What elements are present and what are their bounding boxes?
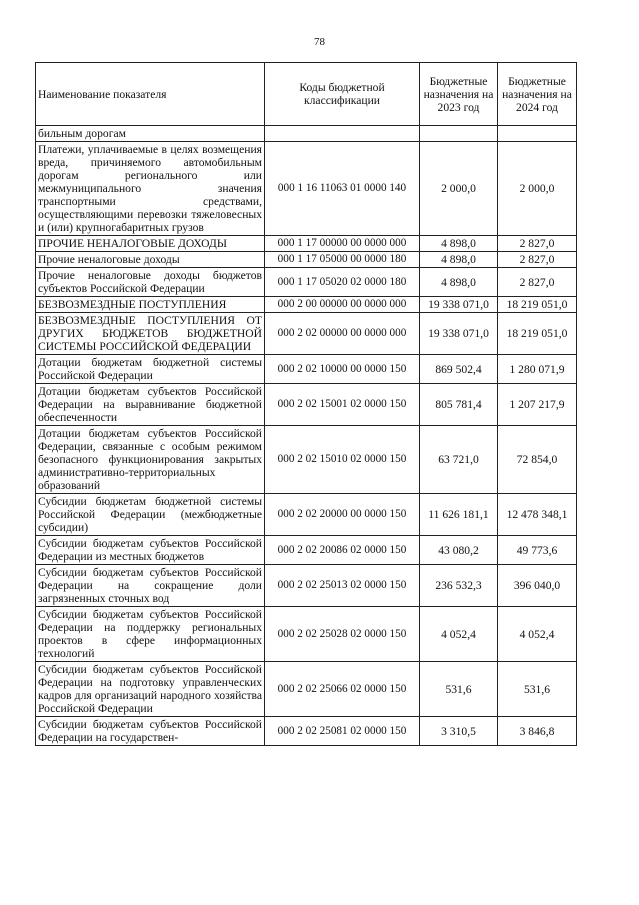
- row-code-cell: 000 1 17 00000 00 0000 000: [265, 236, 420, 252]
- row-2024-cell: 4 052,4: [498, 607, 577, 662]
- row-code-cell: 000 1 16 11063 01 0000 140: [265, 142, 420, 236]
- row-2023-cell: 11 626 181,1: [420, 494, 498, 536]
- header-name: Наименование показателя: [36, 63, 265, 126]
- budget-table: [35, 62, 577, 746]
- row-2023-cell: [420, 126, 498, 142]
- row-name-cell: бильным дорогам: [36, 126, 265, 142]
- row-name-cell: Дотации бюджетам субъектов Российской Федерации на выравнивание бюджетной обеспеченности: [36, 384, 265, 426]
- row-2024-cell: [498, 126, 577, 142]
- row-2023-cell: 4 898,0: [420, 252, 498, 268]
- row-name-cell: Платежи, уплачиваемые в целях возмещения вреда, причиняемого автомобильным дорогам регионального или межмуниципального значения транспортными средствами, осуществляющими перевозки тяжеловесных и (или) крупногабаритных грузов: [36, 142, 265, 236]
- table-row: [36, 252, 577, 268]
- row-2024-cell: 2 827,0: [498, 252, 577, 268]
- row-2023-cell: 805 781,4: [420, 384, 498, 426]
- row-2024-cell: 2 827,0: [498, 268, 577, 297]
- row-code-cell: 000 2 02 10000 00 0000 150: [265, 355, 420, 384]
- row-2024-cell: 72 854,0: [498, 426, 577, 494]
- table-row: [36, 717, 577, 746]
- row-name-cell: Субсидии бюджетам субъектов Российской Федерации на подготовку управленческих кадров для организаций народного хозяйства Российской Федерации: [36, 662, 265, 717]
- row-2023-cell: 531,6: [420, 662, 498, 717]
- header-code: Коды бюджетной классификации: [265, 63, 420, 126]
- table-row: [36, 355, 577, 384]
- row-2023-cell: 4 052,4: [420, 607, 498, 662]
- row-code-cell: 000 2 02 00000 00 0000 000: [265, 313, 420, 355]
- row-code-cell: [265, 126, 420, 142]
- table-row: [36, 536, 577, 565]
- row-code-cell: 000 1 17 05000 00 0000 180: [265, 252, 420, 268]
- row-code-cell: 000 2 02 25066 02 0000 150: [265, 662, 420, 717]
- row-code-cell: 000 2 02 20000 00 0000 150: [265, 494, 420, 536]
- row-name-cell: ПРОЧИЕ НЕНАЛОГОВЫЕ ДОХОДЫ: [36, 236, 265, 252]
- row-name-cell: Дотации бюджетам бюджетной системы Российской Федерации: [36, 355, 265, 384]
- row-code-cell: 000 2 02 25028 02 0000 150: [265, 607, 420, 662]
- row-2023-cell: 3 310,5: [420, 717, 498, 746]
- row-2024-cell: 1 280 071,9: [498, 355, 577, 384]
- page-number: 78: [314, 36, 325, 48]
- row-code-cell: 000 2 02 25081 02 0000 150: [265, 717, 420, 746]
- row-code-cell: 000 2 02 15001 02 0000 150: [265, 384, 420, 426]
- table-row: [36, 494, 577, 536]
- row-2023-cell: 2 000,0: [420, 142, 498, 236]
- table-row: [36, 662, 577, 717]
- row-2023-cell: 19 338 071,0: [420, 297, 498, 313]
- row-2023-cell: 236 532,3: [420, 565, 498, 607]
- row-2024-cell: 2 827,0: [498, 236, 577, 252]
- row-2023-cell: 4 898,0: [420, 268, 498, 297]
- row-code-cell: 000 2 00 00000 00 0000 000: [265, 297, 420, 313]
- row-name-cell: БЕЗВОЗМЕЗДНЫЕ ПОСТУПЛЕНИЯ ОТ ДРУГИХ БЮДЖЕТОВ БЮДЖЕТНОЙ СИСТЕМЫ РОССИЙСКОЙ ФЕДЕРАЦИИ: [36, 313, 265, 355]
- table-row: [36, 297, 577, 313]
- row-name-cell: БЕЗВОЗМЕЗДНЫЕ ПОСТУПЛЕНИЯ: [36, 297, 265, 313]
- table-body: [36, 126, 577, 746]
- table-row: [36, 426, 577, 494]
- row-2024-cell: 18 219 051,0: [498, 313, 577, 355]
- table-row: [36, 607, 577, 662]
- row-2024-cell: 2 000,0: [498, 142, 577, 236]
- table-row: [36, 384, 577, 426]
- table-row: [36, 313, 577, 355]
- row-2024-cell: 18 219 051,0: [498, 297, 577, 313]
- row-2024-cell: 531,6: [498, 662, 577, 717]
- header-2024: Бюджетные назначения на 2024 год: [498, 63, 577, 126]
- row-name-cell: Субсидии бюджетам субъектов Российской Федерации на сокращение доли загрязненных сточных вод: [36, 565, 265, 607]
- table-row: [36, 565, 577, 607]
- row-name-cell: Субсидии бюджетам субъектов Российской Федерации из местных бюджетов: [36, 536, 265, 565]
- row-2024-cell: 1 207 217,9: [498, 384, 577, 426]
- table-header-row: [36, 63, 577, 126]
- table-row: [36, 142, 577, 236]
- row-code-cell: 000 2 02 25013 02 0000 150: [265, 565, 420, 607]
- row-code-cell: 000 2 02 15010 02 0000 150: [265, 426, 420, 494]
- table-row: [36, 268, 577, 297]
- header-2023: Бюджетные назначения на 2023 год: [420, 63, 498, 126]
- row-name-cell: Субсидии бюджетам бюджетной системы Российской Федерации (межбюджетные субсидии): [36, 494, 265, 536]
- row-2023-cell: 19 338 071,0: [420, 313, 498, 355]
- row-2023-cell: 869 502,4: [420, 355, 498, 384]
- row-2024-cell: 3 846,8: [498, 717, 577, 746]
- row-2023-cell: 63 721,0: [420, 426, 498, 494]
- row-name-cell: Субсидии бюджетам субъектов Российской Федерации на поддержку региональных проектов в сфере информационных технологий: [36, 607, 265, 662]
- row-2023-cell: 43 080,2: [420, 536, 498, 565]
- row-2024-cell: 49 773,6: [498, 536, 577, 565]
- row-2024-cell: 396 040,0: [498, 565, 577, 607]
- row-2024-cell: 12 478 348,1: [498, 494, 577, 536]
- row-2023-cell: 4 898,0: [420, 236, 498, 252]
- table-row: [36, 236, 577, 252]
- row-name-cell: Субсидии бюджетам субъектов Российской Федерации на государствен-: [36, 717, 265, 746]
- row-name-cell: Прочие неналоговые доходы бюджетов субъектов Российской Федерации: [36, 268, 265, 297]
- row-name-cell: Дотации бюджетам субъектов Российской Федерации, связанные с особым режимом безопасного функционирования закрытых административно-территориальных образований: [36, 426, 265, 494]
- row-code-cell: 000 2 02 20086 02 0000 150: [265, 536, 420, 565]
- row-name-cell: Прочие неналоговые доходы: [36, 252, 265, 268]
- table-row: [36, 126, 577, 142]
- row-code-cell: 000 1 17 05020 02 0000 180: [265, 268, 420, 297]
